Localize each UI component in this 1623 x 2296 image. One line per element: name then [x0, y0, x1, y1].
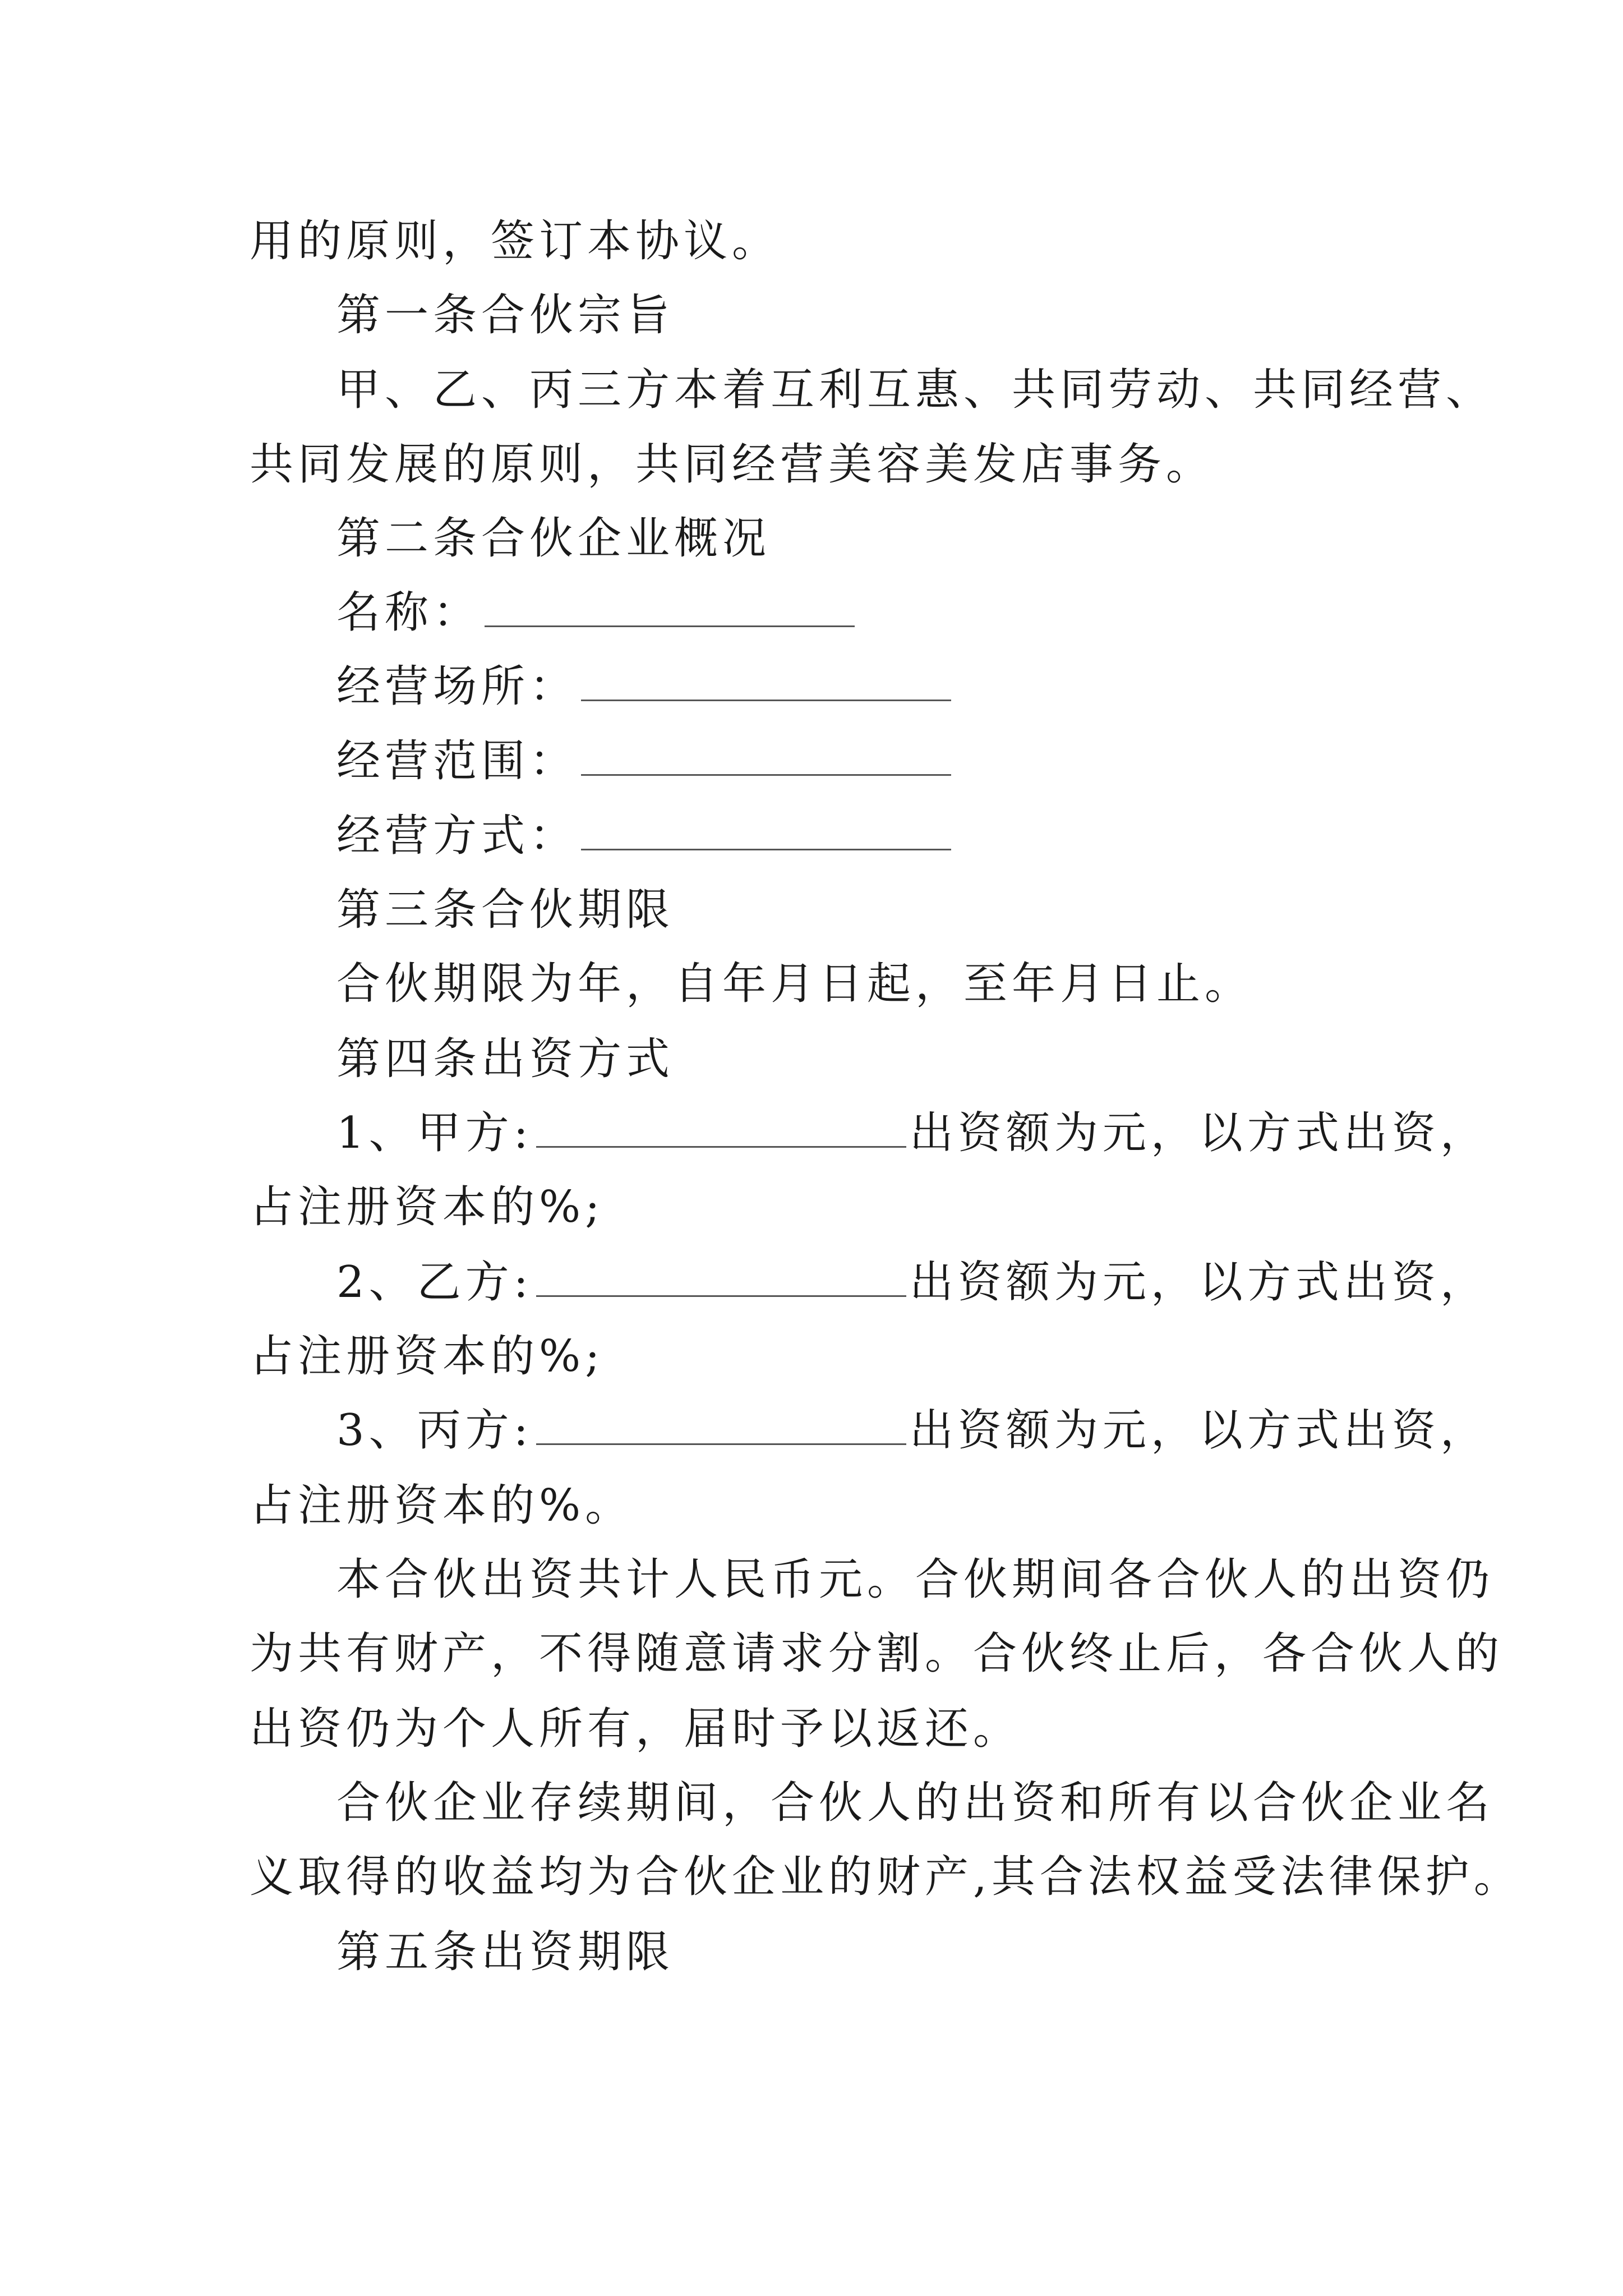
paragraph-line — [250, 213, 780, 269]
line-text: 占注册资本的%; — [250, 1331, 605, 1382]
blank-line — [536, 1440, 906, 1445]
party-label: 1、甲方: — [336, 1108, 533, 1158]
paragraph-line — [250, 436, 1214, 493]
section-heading — [336, 1031, 674, 1087]
blank-line — [536, 1143, 906, 1148]
form-field-mode — [336, 808, 955, 864]
contribution-party-c — [336, 1402, 1488, 1458]
paragraph-line — [250, 1849, 1522, 1905]
line-text: 占注册资本的%; — [250, 1182, 605, 1232]
paragraph-line — [336, 956, 1253, 1012]
contribution-party-b — [336, 1254, 1488, 1310]
blank-line — [485, 622, 855, 627]
party-label: 2、乙方: — [336, 1257, 533, 1308]
line-text: 义取得的收益均为合伙企业的财产,其合法权益受法律保护。 — [250, 1852, 1522, 1902]
contribution-text: 出资额为元，以方式出资， — [909, 1405, 1488, 1456]
contribution-text: 出资额为元，以方式出资， — [909, 1257, 1488, 1308]
blank-line — [581, 696, 951, 701]
heading-text: 第三条合伙期限 — [336, 885, 675, 935]
line-text: 甲、乙、丙三方本着互利互惠、共同劳动、共同经营、 — [336, 365, 1495, 415]
heading-text: 第四条出资方式 — [336, 1034, 675, 1084]
line-text: 本合伙出资共计人民币元。合伙期间各合伙人的出资仍 — [336, 1554, 1495, 1605]
paragraph-line — [250, 1478, 633, 1534]
line-text: 为共有财产，不得随意请求分割。合伙终止后，各合伙人的 — [250, 1628, 1504, 1679]
section-heading — [336, 287, 674, 343]
form-field-premises — [336, 659, 955, 715]
paragraph-line — [250, 1626, 1504, 1682]
party-label: 3、丙方: — [336, 1405, 533, 1456]
section-heading — [336, 1924, 674, 1980]
section-heading — [336, 510, 771, 567]
line-text: 占注册资本的%。 — [250, 1480, 634, 1531]
contribution-text: 出资额为元，以方式出资， — [909, 1108, 1488, 1158]
line-text: 合伙期限为年，自年月日起，至年月日止。 — [336, 959, 1253, 1009]
paragraph-line — [250, 1179, 604, 1235]
contribution-party-a — [336, 1105, 1488, 1161]
heading-text: 第一条合伙宗旨 — [336, 290, 675, 341]
line-text: 用的原则，签订本协议。 — [250, 216, 781, 266]
blank-line — [581, 845, 951, 850]
heading-text: 第二条合伙企业概况 — [336, 513, 771, 564]
blank-line — [536, 1292, 906, 1297]
form-field-scope — [336, 733, 955, 789]
line-text: 共同发展的原则，共同经营美容美发店事务。 — [250, 439, 1215, 490]
paragraph-line — [336, 362, 1494, 418]
field-label: 名称： — [336, 587, 482, 638]
line-text: 出资仍为个人所有，届时予以返还。 — [250, 1704, 1022, 1754]
field-label: 经营场所： — [336, 661, 578, 712]
paragraph-line — [336, 1552, 1494, 1608]
field-label: 经营范围： — [336, 736, 578, 786]
paragraph-line — [250, 1701, 1021, 1757]
field-label: 经营方式： — [336, 811, 578, 861]
section-heading — [336, 882, 674, 938]
line-text: 合伙企业存续期间，合伙人的出资和所有以合伙企业名 — [336, 1778, 1495, 1828]
heading-text: 第五条出资期限 — [336, 1927, 675, 1977]
paragraph-line — [250, 1328, 604, 1384]
paragraph-line — [336, 1775, 1494, 1831]
form-field-name — [336, 585, 858, 641]
blank-line — [581, 771, 951, 776]
